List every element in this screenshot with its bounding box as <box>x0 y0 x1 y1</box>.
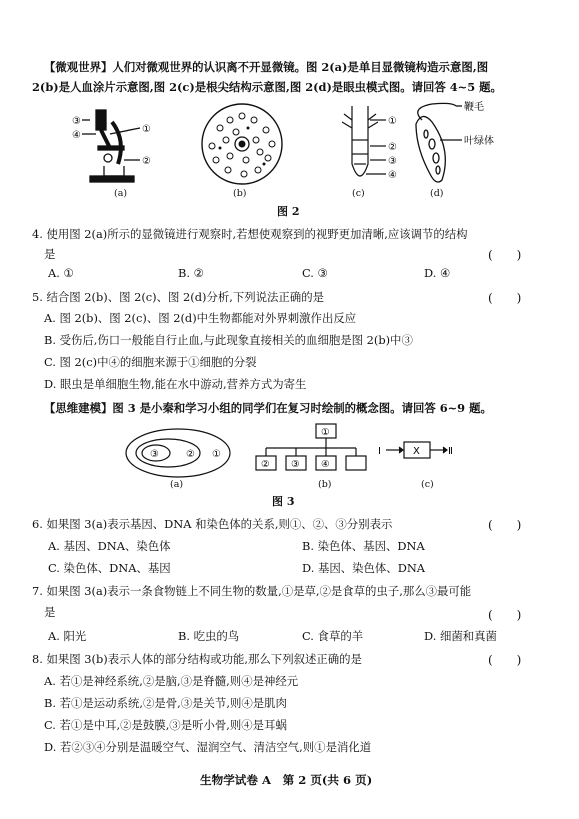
fig2c-label-2: ② <box>388 142 397 153</box>
intro1-line1: 【微观世界】人们对微观世界的认识离不开显微镜。图 2(a)是单目显微镜构造示意图,图 <box>44 60 489 74</box>
q6-option-d: D. 基因、染色体、DNA <box>302 561 426 575</box>
fig3b-label-3: ③ <box>291 459 300 470</box>
q8-option-d: D. 若②③④分别是温暖空气、湿润空气、清洁空气,则①是消化道 <box>44 740 372 754</box>
fig2c-label-3: ③ <box>388 156 397 167</box>
fig3-caption-a: (a) <box>170 479 184 490</box>
q5-answer-paren: ( ) <box>488 291 522 305</box>
q7-option-c: C. 食草的羊 <box>302 629 364 643</box>
tree-concept-diagram <box>256 424 366 470</box>
q7-option-d: D. 细菌和真菌 <box>424 629 497 643</box>
q5-option-d: D. 眼虫是单细胞生物,能在水中游动,营养方式为寄生 <box>44 377 307 391</box>
q8-stem: 8. 如果图 3(b)表示人体的部分结构或功能,那么下列叙述正确的是 <box>32 652 362 666</box>
q6-option-a: A. 基因、DNA、染色体 <box>48 539 171 553</box>
fig3b-label-4: ④ <box>321 459 330 470</box>
page-footer: 生物学试卷 A 第 2 页(共 6 页) <box>200 773 373 787</box>
q4-option-b: B. ② <box>178 266 204 280</box>
q8-option-c: C. 若①是中耳,②是鼓膜,③是听小骨,则④是耳蜗 <box>44 718 287 732</box>
fig2c-label-4: ④ <box>388 170 397 181</box>
fig2a-label-1: ① <box>142 124 151 135</box>
q5-option-b: B. 受伤后,伤口一般能自行止血,与此现象直接相关的血细胞是图 2(b)中③ <box>44 333 413 347</box>
blood-smear-diagram <box>202 104 282 184</box>
fig2c-label-1: ① <box>388 116 397 127</box>
q7-option-b: B. 吃虫的鸟 <box>178 629 240 643</box>
euglena-diagram <box>416 103 462 182</box>
q6-option-b: B. 染色体、基因、DNA <box>302 539 425 553</box>
fig3-title: 图 3 <box>272 495 295 508</box>
fig3-caption-c: (c) <box>421 479 434 490</box>
q6-option-c: C. 染色体、DNA、基因 <box>48 561 171 575</box>
q4-option-d: D. ④ <box>424 266 451 280</box>
q7-answer-paren: ( ) <box>488 608 522 622</box>
q7-stem-line1: 7. 如果图 3(a)表示一条食物链上不同生物的数量,①是草,②是食草的虫子,那么③最可能 <box>32 584 472 598</box>
q6-stem: 6. 如果图 3(a)表示基因、DNA 和染色体的关系,则①、②、③分别表示 <box>32 517 393 531</box>
fig3c-input-label: Ⅰ <box>378 446 381 457</box>
fig2-caption-a: (a) <box>114 188 128 199</box>
fig2a-label-2: ② <box>142 156 151 167</box>
root-tip-diagram <box>342 106 386 176</box>
q4-answer-paren: ( ) <box>488 248 522 262</box>
q4-stem-line1: 4. 使用图 2(a)所示的显微镜进行观察时,若想使观察到的视野更加清晰,应该调节的结构 <box>32 227 468 241</box>
fig2-caption-b: (b) <box>233 188 247 199</box>
fig2a-label-4: ④ <box>72 130 81 141</box>
q7-stem-line2: 是 <box>44 605 56 619</box>
fig3a-label-1: ① <box>212 449 221 460</box>
q8-answer-paren: ( ) <box>488 653 522 667</box>
q8-option-a: A. 若①是神经系统,②是脑,③是脊髓,则④是神经元 <box>44 674 299 688</box>
q4-option-c: C. ③ <box>302 266 328 280</box>
q7-option-a: A. 阳光 <box>48 629 87 643</box>
fig2a-label-3: ③ <box>72 116 81 127</box>
q8-option-b: B. 若①是运动系统,②是骨,③是关节,则④是肌肉 <box>44 696 287 710</box>
fig3a-label-3: ③ <box>150 449 159 460</box>
figure-2 <box>60 100 540 200</box>
fig3c-output-label: Ⅱ <box>448 446 453 457</box>
fig2-caption-c: (c) <box>352 188 365 199</box>
q5-option-c: C. 图 2(c)中④的细胞来源于①细胞的分裂 <box>44 355 257 369</box>
q4-option-a: A. ① <box>48 266 74 280</box>
q4-stem-line2: 是 <box>44 247 56 261</box>
fig2-title: 图 2 <box>277 205 300 218</box>
fig3b-label-2: ② <box>261 459 270 470</box>
fig3a-label-2: ② <box>186 449 195 460</box>
fig2-caption-d: (d) <box>430 188 444 199</box>
intro2-line: 【思维建模】图 3 是小秦和学习小组的同学们在复习时绘制的概念图。请回答 6~9 题。 <box>44 401 492 415</box>
fig3c-box-label: X <box>413 446 420 457</box>
q5-stem: 5. 结合图 2(b)、图 2(c)、图 2(d)分析,下列说法正确的是 <box>32 290 324 304</box>
q6-answer-paren: ( ) <box>488 518 522 532</box>
fig3b-label-1: ① <box>321 427 330 438</box>
microscope-diagram <box>82 110 140 182</box>
intro1-line2: 2(b)是人血涂片示意图,图 2(c)是根尖结构示意图,图 2(d)是眼虫模式图。请回答 4~5 题。 <box>32 80 502 94</box>
q5-option-a: A. 图 2(b)、图 2(c)、图 2(d)中生物都能对外界刺激作出反应 <box>44 311 357 325</box>
fig3-caption-b: (b) <box>318 479 332 490</box>
fig2d-label-chloroplast: 叶绿体 <box>464 136 494 147</box>
fig2d-label-flagellum: 鞭毛 <box>464 102 484 113</box>
